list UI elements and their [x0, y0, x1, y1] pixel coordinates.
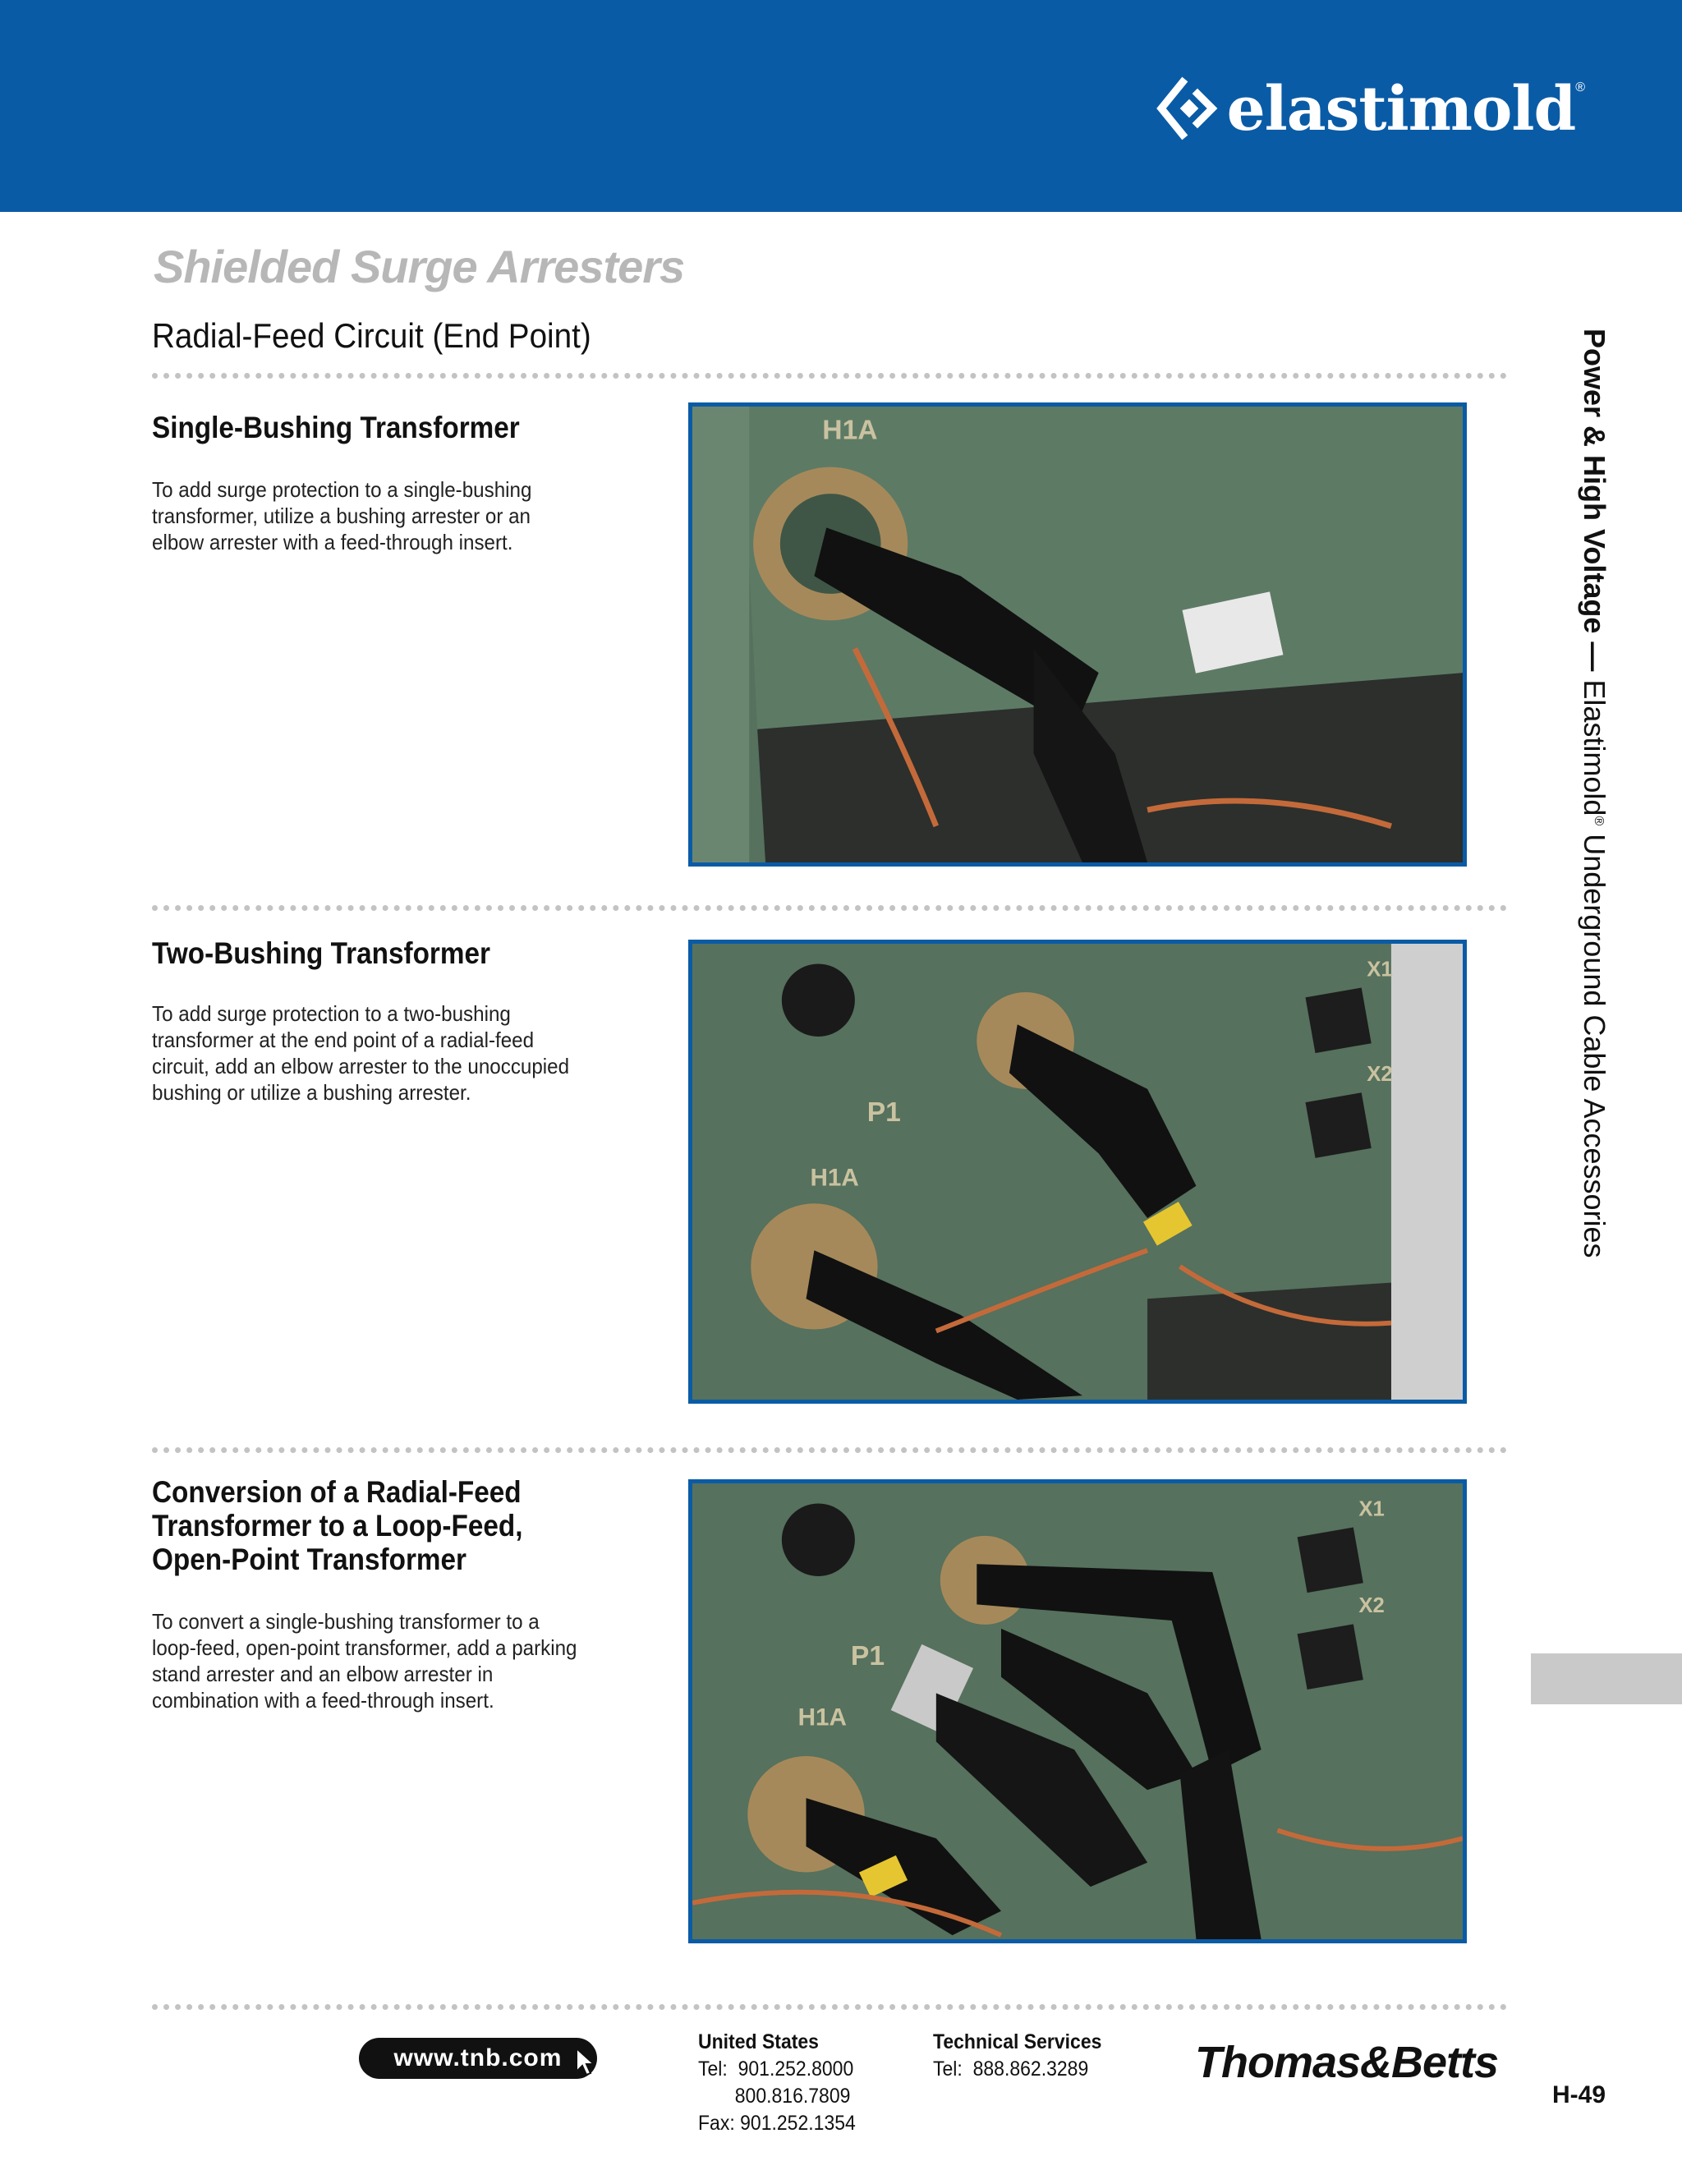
elastimold-diamond-icon: [1150, 72, 1224, 146]
photo-label-p1: P1: [850, 1641, 885, 1671]
contact-us-line: 800.816.7809: [698, 2085, 851, 2108]
block-heading-single-bushing: Single-Bushing Transformer: [152, 411, 520, 444]
photo-single-bushing-transformer: [688, 402, 1467, 867]
side-tab-brand: Elastimold: [1578, 671, 1611, 816]
photo-two-bushing-transformer: [688, 940, 1467, 1404]
divider: [152, 373, 1507, 379]
side-tab-category: [1577, 329, 1611, 1258]
divider: [152, 905, 1507, 911]
photo-label-h1a: H1A: [797, 1704, 847, 1731]
page-subtitle: Radial-Feed Circuit (End Point): [152, 316, 591, 355]
brand-name: elastimold: [1226, 74, 1576, 145]
header-band: [0, 0, 1682, 212]
elastimold-logo: [1150, 72, 1585, 146]
contact-us-title: United States: [698, 2030, 819, 2053]
technical-services-line: Tel: 888.862.3289: [933, 2058, 1089, 2081]
section-title: Shielded Surge Arresters: [154, 241, 685, 292]
brand-registered-mark: ®: [1575, 80, 1585, 94]
side-tab-rest: Underground Cable Accessories: [1578, 825, 1611, 1258]
block-body-conversion: To convert a single-bushing transformer to a loop-feed, open-point transformer, add a parking stand arrester and an elbow arrester in combination with a feed-through insert.: [152, 1609, 577, 1713]
photo-label-x1: X1: [1358, 1497, 1385, 1521]
photo-label-x1: X1: [1367, 958, 1393, 982]
block-body-single-bushing: To add surge protection to a single-bushing transformer, utilize a bushing arrester or an elbow arrester with a feed-through insert.: [152, 477, 532, 554]
section-index-tab: [1531, 1653, 1682, 1704]
contact-us-line: Tel: 901.252.8000: [698, 2058, 854, 2081]
photo-label-x2: X2: [1367, 1063, 1393, 1086]
photo-label-h1a: H1A: [822, 415, 878, 446]
website-link[interactable]: www.tnb.com: [359, 2038, 597, 2079]
contact-us-line: Fax: 901.252.1354: [698, 2112, 856, 2135]
thomas-betts-logo: Thomas&Betts: [1195, 2038, 1499, 2087]
photo-label-h1a: H1A: [810, 1164, 859, 1192]
photo-conversion-loop-feed-transformer: [688, 1479, 1467, 1943]
side-tab-registered-mark: ®: [1592, 816, 1606, 826]
block-heading-two-bushing: Two-Bushing Transformer: [152, 936, 490, 970]
block-heading-conversion: Conversion of a Radial-Feed Transformer to a Loop-Feed, Open-Point Transformer: [152, 1475, 523, 1576]
block-body-two-bushing: To add surge protection to a two-bushing transformer at the end point of a radial-feed circuit, add an elbow arrester to the unoccupied bushing or utilize a bushing arrester.: [152, 1001, 570, 1105]
photo-label-x2: X2: [1358, 1594, 1385, 1618]
technical-services-title: Technical Services: [933, 2030, 1102, 2053]
side-tab-bold: Power & High Voltage —: [1578, 329, 1611, 672]
divider: [152, 1447, 1507, 1453]
page-number: H-49: [1552, 2081, 1606, 2108]
photo-label-p1: P1: [866, 1097, 901, 1129]
divider: [152, 2004, 1507, 2010]
cursor-icon: [575, 2047, 596, 2076]
